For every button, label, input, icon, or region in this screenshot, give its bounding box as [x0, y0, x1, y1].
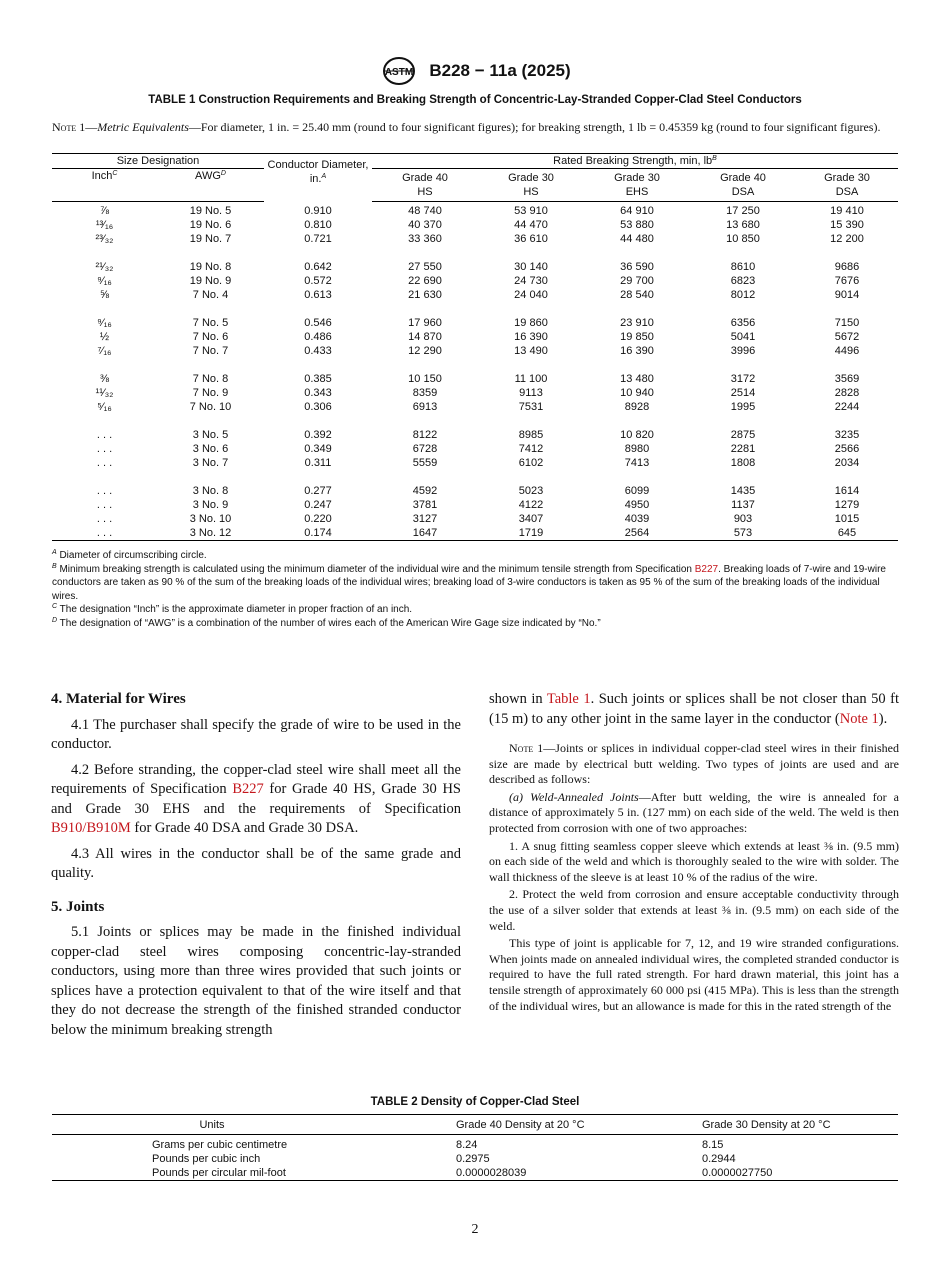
table-cell: 3 No. 5 [192, 429, 229, 441]
svg-text:ASTM: ASTM [385, 67, 414, 78]
table-cell: 6356 [730, 317, 756, 329]
table-cell: 3172 [730, 373, 756, 385]
table1-link[interactable]: Table 1 [546, 691, 591, 707]
table-cell: 8.15 [702, 1139, 724, 1151]
table-row [52, 202, 898, 219]
table-cell: ⅞ [99, 205, 110, 217]
table-cell: 10 850 [726, 233, 760, 245]
table-cell: 8122 [412, 429, 438, 441]
table-cell: 19 No. 7 [189, 233, 232, 245]
table-cell: ²³⁄₃₂ [95, 233, 114, 245]
grade30-density-header: Grade 30 Density at 20 °C [628, 1115, 898, 1135]
table2-body [52, 1135, 898, 1181]
table-cell: 903 [733, 513, 753, 525]
table-cell: 19 No. 9 [189, 275, 232, 287]
applicability-text: This type of joint is applicable for 7, 12, and 19 wire stranded configurations. When joints made on annealed individual wires, the completed stranded conductor is required to have the full rated strength. For hard drawn material, this joint has a tensile strength of approximately 60 000 psi (415 MPa). This is less than the strength of the individual wires, but an allowance is made for this in the rated strength of the [489, 936, 899, 1013]
table-cell: 3407 [518, 513, 544, 525]
table1 [52, 153, 898, 541]
left-column [51, 690, 461, 1046]
table-cell: 2034 [834, 457, 860, 469]
table-cell: 2244 [834, 401, 860, 413]
table-cell: 3127 [412, 513, 438, 525]
table-cell: 9014 [834, 289, 860, 301]
table-cell: 6102 [518, 457, 544, 469]
table-cell: 2875 [730, 429, 756, 441]
astm-logo-icon [379, 56, 419, 86]
table-cell: 2514 [730, 387, 756, 399]
table-row [52, 218, 898, 232]
table2 [52, 1114, 898, 1181]
table-cell: ⅝ [99, 289, 110, 301]
table-cell: 14 870 [408, 331, 442, 343]
para-5-1: 5.1 Joints or splices may be made in the finished individual copper-clad steel wires composing concentric-lay-stranded conductors, using more than three wires provided that such joints or splices have a protection equivalent to that of the wire itself and that they do not decrease the strength of the finished stranded conductor below the minimum breaking strength [51, 924, 461, 1038]
b227-link[interactable]: B227 [232, 781, 264, 797]
right-column [489, 690, 899, 1016]
group-spacer [52, 246, 898, 260]
table-cell: . . . [96, 485, 113, 497]
table-cell: Pounds per circular mil-foot [52, 1166, 372, 1181]
table-cell: 29 700 [620, 275, 654, 287]
table-cell: 24 730 [514, 275, 548, 287]
table-cell: 9686 [834, 261, 860, 273]
table-cell: 1647 [372, 526, 478, 541]
table-row [52, 400, 898, 414]
table-cell: 3 No. 9 [192, 499, 229, 511]
table-cell: 12 290 [408, 345, 442, 357]
table1-footnotes [52, 549, 898, 630]
table-cell: 4122 [518, 499, 544, 511]
table1-note: Note 1—Metric Equivalents—For diameter, 1 in. = 25.40 mm (round to four significant figures); for breaking strength, 1 lb = 0.45359 kg (round to four significant figures). [52, 120, 881, 134]
table-row [52, 526, 898, 541]
table-cell: 0.721 [304, 233, 332, 245]
table-cell: 5559 [412, 457, 438, 469]
table-cell: 15 390 [830, 219, 864, 231]
table-cell: 0.0000027750 [628, 1166, 898, 1181]
table-row [52, 428, 898, 442]
section-5-heading: 5. Joints [51, 898, 105, 915]
grade-header: Grade 30 DSA [796, 169, 898, 202]
table-cell: 0.2944 [702, 1153, 736, 1165]
group-spacer [52, 358, 898, 372]
table-row [52, 316, 898, 330]
table-cell: ¹¹⁄₃₂ [95, 387, 114, 399]
footnote-c: $^C$ The designation “Inch” is the approximate diameter in proper fraction of an inch. [52, 603, 413, 615]
table-cell: 0.572 [304, 275, 332, 287]
approach-1: 1. A snug fitting seamless copper sleeve which extends at least ⅜ in. (9.5 mm) on each side of the weld and which is thoroughly sealed to the wire with solder. The wall thickness of the sleeve is at least 10 % of the radius of the wire. [489, 838, 899, 884]
footnote-b: $^B$ Minimum breaking strength is calculated using the minimum diameter of the individual wire and the minimum tensile strength from Specification B227. Breaking loads of 7-wire and 19-wire conductors are taken as 90 % of the sum of the breaking loads of the individual wires; breaking load of 3-wire conductors is taken as 95 % of the sum of the breaking loads of the individual wires. [52, 562, 886, 602]
table2-title: TABLE 2 Density of Copper-Clad Steel [370, 1096, 580, 1108]
table-cell: 17 960 [408, 317, 442, 329]
table-cell: 1279 [834, 499, 860, 511]
footnote-d: $^D$ The designation of “AWG” is a combination of the number of wires each of the American Wire Gage size indicated by “No.” [52, 616, 601, 629]
b910-link[interactable]: B910/B910M [51, 820, 131, 836]
table-cell: 3 No. 10 [189, 513, 232, 525]
table-cell: 36 610 [514, 233, 548, 245]
table-cell: 7150 [834, 317, 860, 329]
table-cell: ⁹⁄₁₆ [97, 317, 112, 329]
table-cell: 19 No. 5 [189, 205, 232, 217]
table-cell: 0.349 [304, 443, 332, 455]
table-row [52, 330, 898, 344]
para-5-1-continued: shown in Table 1. Such joints or splices shall be not closer than 50 ft (15 m) to any other joint in the same layer in the conductor (Note 1). [489, 691, 899, 727]
table-cell: Grams per cubic centimetre [152, 1139, 288, 1151]
note1-link[interactable]: Note 1 [839, 710, 879, 727]
table-cell: . . . [96, 443, 113, 455]
table-cell: ⁷⁄₁₆ [97, 345, 112, 357]
table-cell: 8012 [730, 289, 756, 301]
table-cell: 40 370 [408, 219, 442, 231]
table-cell: 17 250 [726, 205, 760, 217]
table-cell: ⅜ [99, 373, 110, 385]
table-cell: 19 No. 8 [189, 261, 232, 273]
table-cell: ²¹⁄₃₂ [95, 261, 114, 273]
table-cell: 53 880 [620, 219, 654, 231]
table-cell: 8928 [624, 401, 650, 413]
b227-link[interactable]: B227 [694, 563, 719, 575]
inch-header: Inch$^C$ [52, 169, 157, 202]
table-cell: 19 410 [830, 205, 864, 217]
table-cell: 645 [796, 526, 898, 541]
page-number: 2 [471, 1222, 479, 1237]
table-cell: . . . [96, 513, 113, 525]
awg-header: $AWG^D$ [157, 169, 264, 202]
table-cell: 13 680 [726, 219, 760, 231]
table-cell: 3 No. 12 [157, 526, 264, 541]
table-cell: ¹³⁄₁₆ [95, 219, 114, 231]
table-row [52, 274, 898, 288]
table-cell: 0.174 [264, 526, 372, 541]
approach-2: 2. Protect the weld from corrosion and ensure acceptable conductivity through the use of a silver solder that extends at least ⅜ in. (9.5 mm) on each side of the weld. [489, 887, 899, 933]
note-1-intro: Note 1—Joints or splices in individual copper-clad steel wires in their finished size are made by electrical butt welding. Two types of joints are used and are described as follows: [489, 741, 899, 787]
table-cell: 1614 [834, 485, 860, 497]
table-cell: . . . [96, 499, 113, 511]
table-row [52, 484, 898, 498]
table-cell: 2281 [730, 443, 756, 455]
table-cell: 64 910 [620, 205, 654, 217]
table-cell: 3569 [834, 373, 860, 385]
table-row [52, 372, 898, 386]
group-spacer [52, 470, 898, 484]
table-cell: 1435 [730, 485, 756, 497]
table-cell: 3 No. 6 [192, 443, 229, 455]
table-cell: . . . [52, 526, 157, 541]
table-cell: 7 No. 8 [192, 373, 229, 385]
table-cell: 0.220 [304, 513, 332, 525]
table-cell: ⁹⁄₁₆ [97, 275, 112, 287]
table-cell: 19 860 [514, 317, 548, 329]
table-row [52, 344, 898, 358]
table-cell: 13 480 [620, 373, 654, 385]
table-cell: 23 910 [620, 317, 654, 329]
table-cell: 7 No. 7 [192, 345, 229, 357]
table-cell: 8980 [624, 443, 650, 455]
table-cell: 6823 [730, 275, 756, 287]
table-cell: 6728 [412, 443, 438, 455]
table-cell: 7531 [518, 401, 544, 413]
table-cell: 0.810 [304, 219, 332, 231]
table-cell: 0.910 [304, 204, 332, 217]
para-4-1: 4.1 The purchaser shall specify the grade of wire to be used in the conductor. [51, 716, 461, 752]
table-cell: 10 150 [408, 373, 442, 385]
table-cell: 8610 [730, 261, 756, 273]
size-designation-header: Size Designation [52, 154, 264, 169]
table-cell: 13 490 [514, 345, 548, 357]
table-cell: 44 470 [514, 219, 548, 231]
table-cell: 7 No. 10 [189, 401, 232, 413]
table-row [52, 1152, 898, 1166]
table-cell: 4039 [624, 513, 650, 525]
table1-title: TABLE 1 Construction Requirements and Breaking Strength of Concentric-Lay-Stranded Copper-Clad Steel Conductors [148, 94, 802, 106]
table-row [52, 386, 898, 400]
table-cell: 0.613 [304, 289, 332, 301]
para-4-3: 4.3 All wires in the conductor shall be of the same grade and quality. [51, 845, 461, 881]
table-row [52, 1135, 898, 1153]
grade-header: Grade 30 EHS [584, 169, 690, 202]
table-cell: 0.247 [304, 499, 332, 511]
standard-designation: B228 − 11a (2025) [429, 61, 571, 80]
table-row [52, 260, 898, 274]
table-cell: 10 940 [620, 387, 654, 399]
table-row [52, 442, 898, 456]
table-cell: 28 540 [620, 289, 654, 301]
table-cell: 53 910 [514, 205, 548, 217]
table-cell: 1015 [834, 513, 860, 525]
table-cell: 0.343 [304, 387, 332, 399]
para-4-2: 4.2 Before stranding, the copper-clad steel wire shall meet all the requirements of Specification B227 for Grade 40 HS, Grade 30 HS and Grade 30 EHS and the requirements of Specification B910/B910M for Grade 40 DSA and Grade 30 DSA. [51, 761, 461, 836]
table-cell: 1137 [731, 499, 755, 511]
table-row [52, 232, 898, 246]
table-cell: 0.2975 [456, 1153, 490, 1165]
table-row [52, 288, 898, 302]
table-cell: 22 690 [408, 275, 442, 287]
table-cell: 1995 [730, 401, 756, 413]
table-cell: 4592 [412, 485, 438, 497]
table-cell: 0.392 [304, 429, 332, 441]
group-spacer [52, 414, 898, 428]
table-cell: 4950 [624, 499, 650, 511]
table-cell: 0.277 [304, 485, 332, 497]
table-cell: 5672 [834, 331, 860, 343]
table-cell: 7 No. 6 [192, 331, 229, 343]
table-row [52, 512, 898, 526]
table-cell: 19 No. 6 [189, 219, 232, 231]
table-cell: 7 No. 9 [192, 387, 229, 399]
rated-strength-header: Rated Breaking Strength, min, $lb^B$ [372, 154, 898, 169]
table-cell: Pounds per cubic inch [152, 1153, 261, 1165]
table-cell: 573 [690, 526, 796, 541]
table-cell: 0.486 [304, 331, 332, 343]
note-1 [489, 741, 899, 1014]
table-cell: 3781 [412, 499, 438, 511]
table-cell: 0.385 [304, 373, 332, 385]
page-header [0, 56, 950, 86]
conductor-diameter-header: Conductor Diameter, in.$^A$ [264, 154, 372, 202]
table-cell: 3 No. 7 [192, 457, 229, 469]
grade40-density-header: Grade 40 Density at 20 °C [372, 1115, 628, 1135]
table-cell: 4496 [834, 345, 860, 357]
table-row [52, 498, 898, 512]
table-cell: 0.642 [304, 261, 332, 273]
table-cell: 1808 [730, 457, 756, 469]
table-cell: 33 360 [408, 233, 442, 245]
table-cell: . . . [96, 429, 113, 441]
table-cell: ½ [99, 331, 110, 343]
table-cell: 7412 [518, 443, 544, 455]
table-cell: 36 590 [620, 261, 654, 273]
table-cell: ⁵⁄₁₆ [97, 401, 112, 413]
table-cell: 7676 [834, 275, 860, 287]
table-cell: 44 480 [620, 233, 654, 245]
grade-header: Grade 40 HS [372, 169, 478, 202]
table-cell: 8985 [518, 429, 544, 441]
table-cell: 16 390 [514, 331, 548, 343]
table-cell: 0.546 [304, 317, 332, 329]
table-cell: 21 630 [408, 289, 442, 301]
grade-header: Grade 40 DSA [690, 169, 796, 202]
table-cell: 3235 [834, 429, 860, 441]
table-cell: 8359 [412, 387, 438, 399]
table1-body [52, 202, 898, 541]
table-cell: 7 No. 4 [192, 289, 229, 301]
table-cell: 30 140 [514, 261, 548, 273]
table-cell: 8.24 [456, 1139, 478, 1151]
table-cell: 11 100 [514, 373, 548, 385]
table-cell: 48 740 [408, 205, 442, 217]
table-row [52, 456, 898, 470]
table-cell: . . . [96, 457, 113, 469]
table-cell: 2564 [584, 526, 690, 541]
table-row [52, 1166, 898, 1181]
table-cell: 2828 [834, 387, 860, 399]
table-cell: 7413 [624, 457, 650, 469]
table-cell: 10 820 [620, 429, 654, 441]
grade-header: Grade 30 HS [478, 169, 584, 202]
table-cell: 27 550 [408, 261, 442, 273]
table-cell: 0.433 [304, 345, 332, 357]
table-cell: 1719 [478, 526, 584, 541]
table-cell: 0.306 [304, 401, 332, 413]
table-cell: 3996 [730, 345, 756, 357]
table-cell: 9113 [519, 387, 543, 399]
table-cell: 0.311 [304, 457, 332, 469]
table-cell: 6913 [412, 401, 438, 413]
table-cell: 2566 [834, 443, 860, 455]
table-cell: 3 No. 8 [192, 485, 229, 497]
table-cell: 6099 [624, 485, 650, 497]
table-cell: 24 040 [514, 289, 548, 301]
table-cell: 5041 [730, 331, 756, 343]
table-cell: 0.0000028039 [372, 1166, 628, 1181]
table-cell: 5023 [518, 485, 544, 497]
units-header: Units [52, 1115, 372, 1135]
weld-annealed-joints: (a) Weld-Annealed Joints—After butt welding, the wire is annealed for a distance of approximately 5 in. (127 mm) on each side of the weld. The weld is then protected from corrosion with one of two approaches: [489, 789, 899, 835]
table-cell: 16 390 [620, 345, 654, 357]
group-spacer [52, 302, 898, 316]
table-cell: 12 200 [830, 233, 864, 245]
section-4-heading: 4. Material for Wires [51, 691, 186, 707]
table-cell: 19 850 [620, 331, 654, 343]
footnote-a: $^A$ Diameter of circumscribing circle. [52, 549, 207, 561]
table-cell: 7 No. 5 [192, 317, 229, 329]
